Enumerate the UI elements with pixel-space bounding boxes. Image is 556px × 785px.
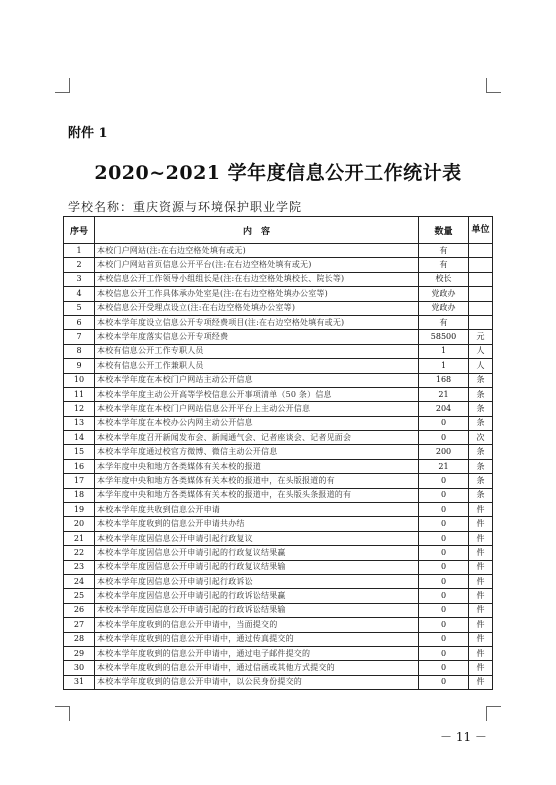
cell-content: 本校本学年度在本校办公内网主动公开信息 [95,416,419,430]
cell-qty: 有 [419,258,469,272]
cell-unit: 件 [469,531,493,545]
table-row [64,272,493,286]
table-row [64,517,493,531]
table-row [64,603,493,617]
cell-unit [469,315,493,329]
cell-no: 24 [64,574,95,588]
cell-qty: 0 [419,517,469,531]
cell-no: 1 [64,244,95,258]
cell-qty: 有 [419,315,469,329]
header-no: 序号 [64,217,95,244]
crop-mark-bottom-left [55,706,70,721]
table-row [64,315,493,329]
table-row [64,359,493,373]
table-row [64,546,493,560]
cell-unit: 人 [469,359,493,373]
table-row [64,503,493,517]
table-row [64,675,493,689]
header-qty: 数量 [419,217,469,244]
cell-content: 本校门户网站(注:在右边空格处填有或无) [95,244,419,258]
cell-unit: 次 [469,431,493,445]
table-row [64,402,493,416]
cell-qty: 204 [419,402,469,416]
table-row [64,474,493,488]
cell-unit: 件 [469,589,493,603]
cell-content: 本校本学年度因信息公开申请引起的行政复议结果输 [95,560,419,574]
cell-unit: 件 [469,646,493,660]
cell-qty: 0 [419,661,469,675]
cell-content: 本校门户网站首页信息公开平台(注:在右边空格处填有或无) [95,258,419,272]
cell-no: 27 [64,618,95,632]
cell-qty: 168 [419,373,469,387]
cell-qty: 0 [419,560,469,574]
table-row [64,661,493,675]
table-row [64,330,493,344]
table-row [64,387,493,401]
cell-no: 23 [64,560,95,574]
attachment-label: 附件 1 [68,126,108,141]
cell-qty: 0 [419,416,469,430]
cell-unit: 人 [469,344,493,358]
table-row [64,344,493,358]
cell-unit: 条 [469,445,493,459]
cell-unit: 件 [469,574,493,588]
cell-unit: 件 [469,632,493,646]
crop-mark-top-left [55,78,70,93]
cell-qty: 21 [419,459,469,473]
cell-no: 20 [64,517,95,531]
table-row [64,445,493,459]
cell-unit: 件 [469,675,493,689]
cell-content: 本校本学年度通过校官方微博、微信主动公开信息 [95,445,419,459]
cell-qty: 1 [419,344,469,358]
page-title: 2020~2021 学年度信息公开工作统计表 [94,162,462,184]
cell-qty: 0 [419,474,469,488]
cell-qty: 200 [419,445,469,459]
cell-no: 2 [64,258,95,272]
cell-content: 本校本学年度因信息公开申请引起行政复议 [95,531,419,545]
cell-unit: 件 [469,618,493,632]
cell-no: 17 [64,474,95,488]
cell-no: 16 [64,459,95,473]
cell-content: 本校本学年度收到的信息公开申请中，以公民身份提交的 [95,675,419,689]
cell-unit [469,258,493,272]
cell-content: 本校信息公开受理点设立(注:在右边空格处填办公室等) [95,301,419,315]
header-content: 内 容 [95,217,419,244]
cell-unit: 元 [469,330,493,344]
table-row [64,459,493,473]
cell-no: 18 [64,488,95,502]
cell-content: 本校本学年度因信息公开申请引起的行政诉讼结果赢 [95,589,419,603]
cell-content: 本校信息公开工作领导小组组长是(注:在右边空格处填校长、院长等) [95,272,419,286]
cell-qty: 0 [419,589,469,603]
cell-no: 8 [64,344,95,358]
cell-unit: 件 [469,560,493,574]
cell-unit [469,244,493,258]
cell-content: 本校有信息公开工作兼职人员 [95,359,419,373]
cell-no: 19 [64,503,95,517]
table-row [64,589,493,603]
cell-no: 26 [64,603,95,617]
cell-no: 6 [64,315,95,329]
cell-qty: 0 [419,488,469,502]
cell-no: 12 [64,402,95,416]
cell-unit [469,272,493,286]
cell-unit: 条 [469,474,493,488]
cell-qty: 0 [419,603,469,617]
table-row [64,287,493,301]
cell-no: 3 [64,272,95,286]
cell-qty: 0 [419,546,469,560]
cell-qty: 0 [419,632,469,646]
page-number: － 11 － [440,730,487,744]
cell-content: 本校本学年度收到的信息公开申请中，通过信函或其他方式提交的 [95,661,419,675]
cell-unit: 条 [469,459,493,473]
cell-no: 7 [64,330,95,344]
cell-unit: 件 [469,503,493,517]
cell-unit [469,301,493,315]
cell-no: 10 [64,373,95,387]
cell-content: 本学年度中央和地方各类媒体有关本校的报道 [95,459,419,473]
cell-content: 本学年度中央和地方各类媒体有关本校的报道中，在头版头条报道的有 [95,488,419,502]
cell-qty: 0 [419,431,469,445]
cell-qty: 0 [419,618,469,632]
school-name-line: 学校名称：重庆资源与环境保护职业学院 [68,200,303,214]
cell-unit: 件 [469,661,493,675]
cell-unit: 件 [469,546,493,560]
cell-unit: 条 [469,416,493,430]
cell-qty: 0 [419,531,469,545]
cell-no: 13 [64,416,95,430]
cell-no: 11 [64,387,95,401]
statistics-table [63,216,493,690]
table-row [64,646,493,660]
cell-content: 本校有信息公开工作专职人员 [95,344,419,358]
cell-unit: 条 [469,387,493,401]
table-row [64,531,493,545]
table-header-row [64,217,493,244]
cell-content: 本校本学年度收到的信息公开申请中，通过传真提交的 [95,632,419,646]
cell-unit: 条 [469,488,493,502]
table-row [64,560,493,574]
cell-no: 15 [64,445,95,459]
cell-no: 31 [64,675,95,689]
table-row [64,416,493,430]
cell-qty: 0 [419,675,469,689]
cell-qty: 21 [419,387,469,401]
cell-qty: 0 [419,646,469,660]
cell-no: 28 [64,632,95,646]
cell-qty: 0 [419,574,469,588]
cell-unit: 件 [469,517,493,531]
cell-qty: 1 [419,359,469,373]
table-row [64,258,493,272]
cell-content: 本校本学年度共收到信息公开申请 [95,503,419,517]
cell-content: 本校本学年度收到的信息公开申请中，当面提交的 [95,618,419,632]
crop-mark-bottom-right [486,706,501,721]
cell-unit: 件 [469,603,493,617]
cell-unit: 条 [469,402,493,416]
cell-content: 本校本学年度因信息公开申请引起行政诉讼 [95,574,419,588]
cell-qty: 0 [419,503,469,517]
header-unit: 单位 [469,217,493,244]
cell-no: 25 [64,589,95,603]
cell-content: 本校本学年度在本校门户网站信息公开平台上主动公开信息 [95,402,419,416]
cell-no: 22 [64,546,95,560]
table-row [64,244,493,258]
cell-content: 本校本学年度设立信息公开专项经费项目(注:在右边空格处填有或无) [95,315,419,329]
cell-qty: 58500 [419,330,469,344]
cell-qty: 有 [419,244,469,258]
cell-no: 5 [64,301,95,315]
cell-unit [469,287,493,301]
table-row [64,373,493,387]
cell-content: 本校本学年度收到的信息公开申请共办结 [95,517,419,531]
cell-qty: 党政办 [419,301,469,315]
cell-content: 本校本学年度主动公开高等学校信息公开事项清单（50 条）信息 [95,387,419,401]
cell-content: 本校本学年度落实信息公开专项经费 [95,330,419,344]
cell-qty: 校长 [419,272,469,286]
cell-no: 14 [64,431,95,445]
cell-qty: 党政办 [419,287,469,301]
cell-no: 9 [64,359,95,373]
cell-no: 21 [64,531,95,545]
table-row [64,574,493,588]
table-body [64,244,493,690]
cell-content: 本校本学年度召开新闻发布会、新闻通气会、记者座谈会、记者见面会 [95,431,419,445]
cell-no: 30 [64,661,95,675]
cell-content: 本校本学年度收到的信息公开申请中，通过电子邮件提交的 [95,646,419,660]
cell-content: 本校信息公开工作具体承办处室是(注:在右边空格处填办公室等) [95,287,419,301]
table-row [64,301,493,315]
cell-content: 本校本学年度在本校门户网站主动公开信息 [95,373,419,387]
table-row [64,618,493,632]
crop-mark-top-right [486,78,501,93]
cell-content: 本校本学年度因信息公开申请引起的行政诉讼结果输 [95,603,419,617]
cell-unit: 条 [469,373,493,387]
cell-content: 本学年度中央和地方各类媒体有关本校的报道中，在头版报道的有 [95,474,419,488]
table-row [64,632,493,646]
cell-no: 4 [64,287,95,301]
table-row [64,431,493,445]
cell-no: 29 [64,646,95,660]
table-row [64,488,493,502]
cell-content: 本校本学年度因信息公开申请引起的行政复议结果赢 [95,546,419,560]
